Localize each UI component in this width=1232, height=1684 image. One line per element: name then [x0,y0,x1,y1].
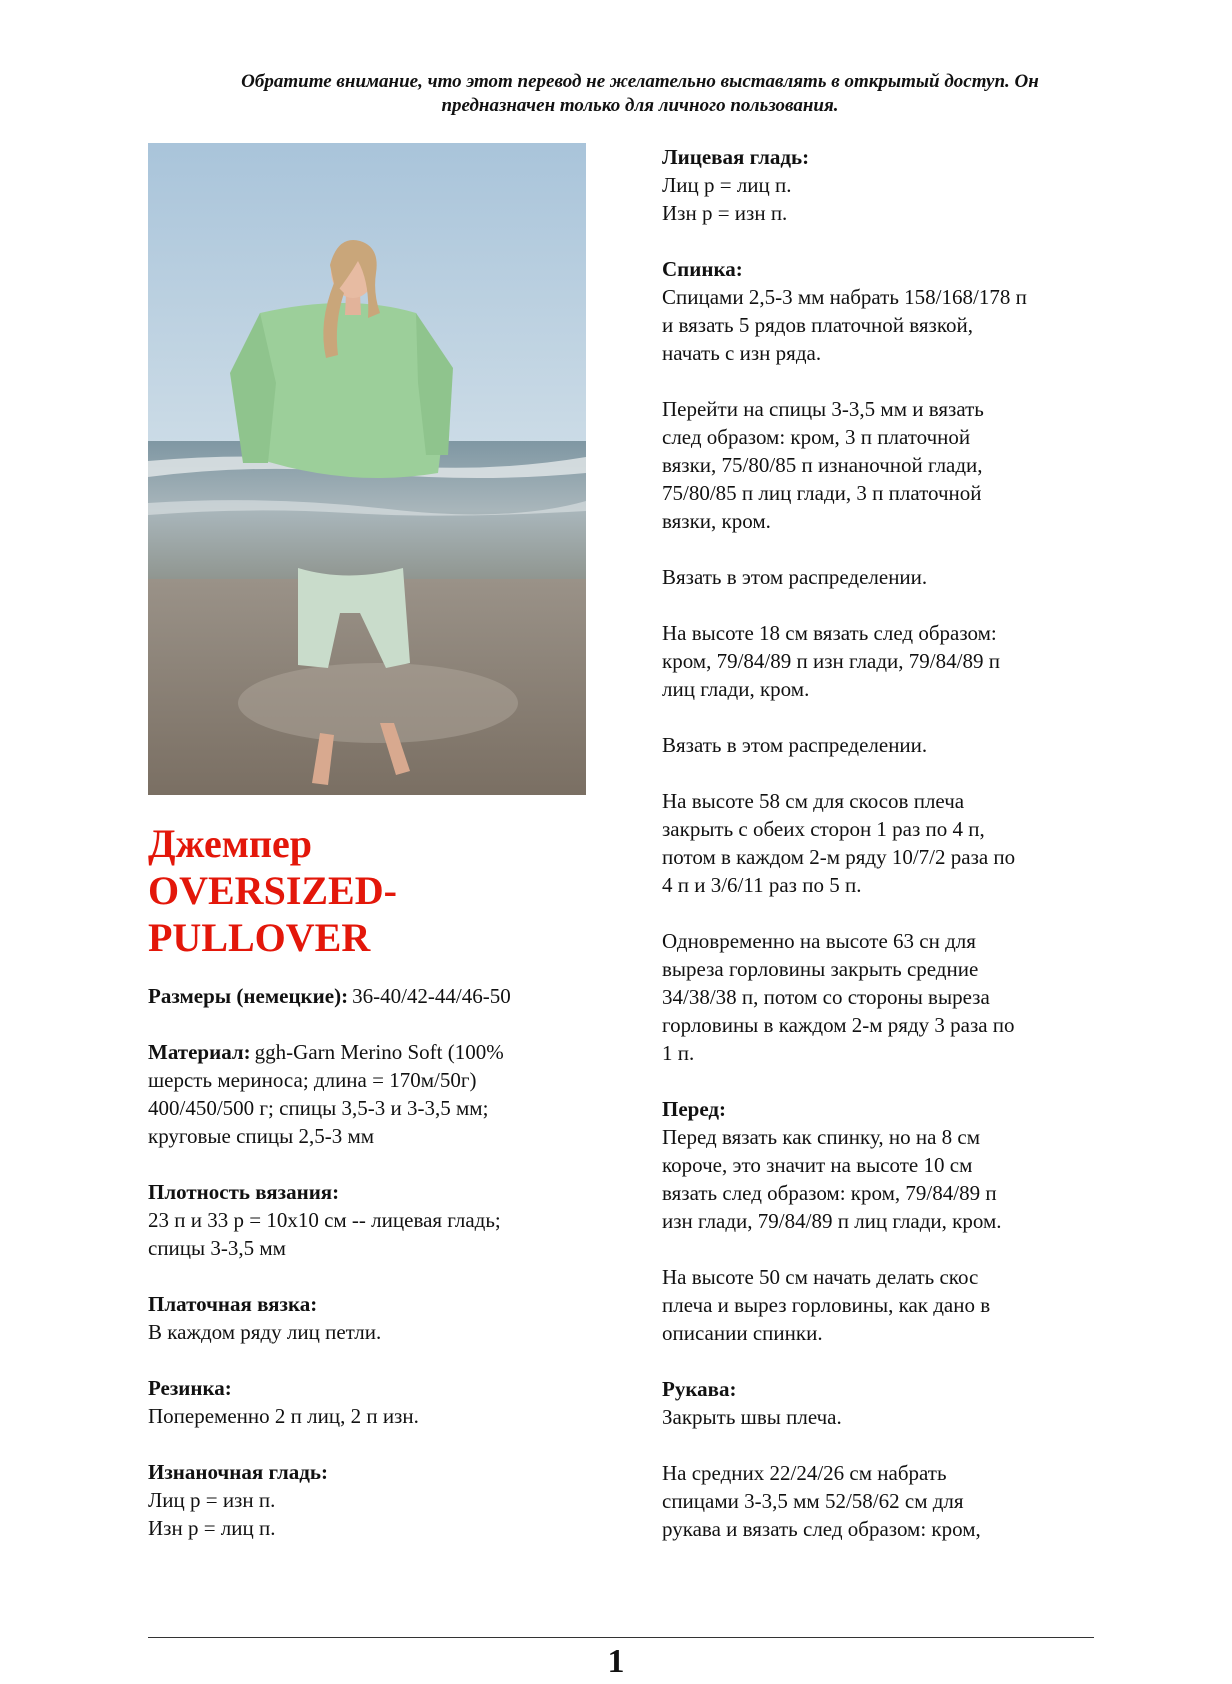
gauge-line-2: спицы 3-3,5 мм [148,1236,286,1260]
sleeves-p2-line-1: На средних 22/24/26 см набрать [662,1461,947,1485]
title-line-1: Джемпер [148,821,313,866]
back-p1-line-2: и вязать 5 рядов платочной вязкой, [662,313,973,337]
front-heading: Перед: [662,1097,726,1121]
private-use-notice [150,70,1130,118]
page-number: 1 [607,1643,625,1680]
sleeves-p1-line-1: Закрыть швы плеча. [662,1405,842,1429]
notice-line-2: предназначен только для личного пользования. [441,95,839,116]
back-p4-line-3: лиц глади, кром. [662,677,810,701]
back-p5-line-1: Вязать в этом распределении. [662,733,928,757]
reverse-heading: Изнаночная гладь: [148,1460,328,1484]
back-paragraph-6 [662,787,1117,899]
material-line-3: 400/450/500 г; спицы 3,5-3 и 3-3,5 мм; [148,1096,489,1120]
beach-photo-illustration [148,143,586,795]
back-paragraph-7 [662,927,1117,1067]
back-paragraph-4 [662,619,1117,703]
stockinette-heading: Лицевая гладь: [662,145,810,169]
back-p4-line-1: На высоте 18 см вязать след образом: [662,621,997,645]
wet-sand-reflection [238,663,518,743]
garter-line-1: В каждом ряду лиц петли. [148,1320,382,1344]
material-line-2: шерсть мериноса; длина = 170м/50г) [148,1068,477,1092]
back-p2-line-4: 75/80/85 п лиц глади, 3 п платочной [662,481,982,505]
back-p6-line-3: потом в каждом 2-м ряду 10/7/2 раза по [662,845,1016,869]
rib-line-1: Попеременно 2 п лиц, 2 п изн. [148,1404,419,1428]
back-p3-line-1: Вязать в этом распределении. [662,565,928,589]
stockinette-line-2: Изн р = изн п. [662,201,788,225]
garter-heading: Платочная вязка: [148,1292,318,1316]
material-heading: Материал: [148,1040,251,1064]
back-p6-line-1: На высоте 58 см для скосов плеча [662,789,965,813]
rib-heading: Резинка: [148,1376,232,1400]
front-p1-line-2: короче, это значит на высоте 10 см [662,1153,973,1177]
back-p4-line-2: кром, 79/84/89 п изн глади, 79/84/89 п [662,649,1000,673]
back-paragraph-3 [662,563,1117,591]
front-section [662,1095,1117,1235]
gauge-line-1: 23 п и 33 р = 10х10 см -- лицевая гладь; [148,1208,501,1232]
sizes-section [148,982,618,1010]
back-p7-line-1: Одновременно на высоте 63 сн для [662,929,976,953]
sizes-heading: Размеры (немецкие): [148,984,349,1008]
model-photo [148,143,586,795]
back-heading: Спинка: [662,257,743,281]
stockinette-section [662,143,1117,227]
sizes-text: 36-40/42-44/46-50 [352,984,511,1008]
back-p7-line-2: выреза горловины закрыть средние [662,957,979,981]
title-line-2: OVERSIZED- [148,868,397,913]
gauge-section [148,1178,618,1262]
sleeves-p2-line-3: рукава и вязать след образом: кром, [662,1517,981,1541]
pattern-title [148,820,608,961]
footer-divider [148,1637,1094,1638]
garter-section [148,1290,618,1346]
front-p1-line-3: вязать след образом: кром, 79/84/89 п [662,1181,997,1205]
front-p1-line-1: Перед вязать как спинку, но на 8 см [662,1125,980,1149]
back-p1-line-3: начать с изн ряда. [662,341,822,365]
right-column [662,143,1117,1571]
notice-line-1: Обратите внимание, что этот перевод не желательно выставлять в открытый доступ. Он [241,71,1039,92]
back-p2-line-1: Перейти на спицы 3-3,5 мм и вязать [662,397,984,421]
back-p6-line-2: закрыть с обеих сторон 1 раз по 4 п, [662,817,985,841]
back-p7-line-4: горловины в каждом 2-м ряду 3 раза по [662,1013,1015,1037]
left-column [148,982,618,1570]
front-paragraph-2 [662,1263,1117,1347]
material-line-1: ggh-Garn Merino Soft (100% [254,1040,504,1064]
back-p7-line-5: 1 п. [662,1041,695,1065]
front-p2-line-3: описании спинки. [662,1321,823,1345]
reverse-stockinette-section [148,1458,618,1542]
front-p2-line-2: плеча и вырез горловины, как дано в [662,1293,991,1317]
back-section-intro [662,255,1117,367]
sleeves-paragraph-2 [662,1459,1117,1543]
back-p1-line-1: Спицами 2,5-3 мм набрать 158/168/178 п [662,285,1027,309]
sleeves-p2-line-2: спицами 3-3,5 мм 52/58/62 см для [662,1489,964,1513]
front-p1-line-4: изн глади, 79/84/89 п лиц глади, кром. [662,1209,1002,1233]
back-p2-line-2: след образом: кром, 3 п платочной [662,425,971,449]
rib-section [148,1374,618,1430]
front-p2-line-1: На высоте 50 см начать делать скос [662,1265,979,1289]
reverse-line-2: Изн р = лиц п. [148,1516,276,1540]
stockinette-line-1: Лиц р = лиц п. [662,173,792,197]
back-p7-line-3: 34/38/38 п, потом со стороны выреза [662,985,990,1009]
sleeves-heading: Рукава: [662,1377,737,1401]
back-paragraph-2 [662,395,1117,535]
gauge-heading: Плотность вязания: [148,1180,340,1204]
material-line-4: круговые спицы 2,5-3 мм [148,1124,375,1148]
back-p2-line-3: вязки, 75/80/85 п изнаночной глади, [662,453,983,477]
back-p2-line-5: вязки, кром. [662,509,771,533]
back-paragraph-5 [662,731,1117,759]
sleeves-section [662,1375,1117,1431]
back-p6-line-4: 4 п и 3/6/11 раз по 5 п. [662,873,862,897]
material-section [148,1038,618,1150]
reverse-line-1: Лиц р = изн п. [148,1488,276,1512]
title-line-3: PULLOVER [148,915,371,960]
